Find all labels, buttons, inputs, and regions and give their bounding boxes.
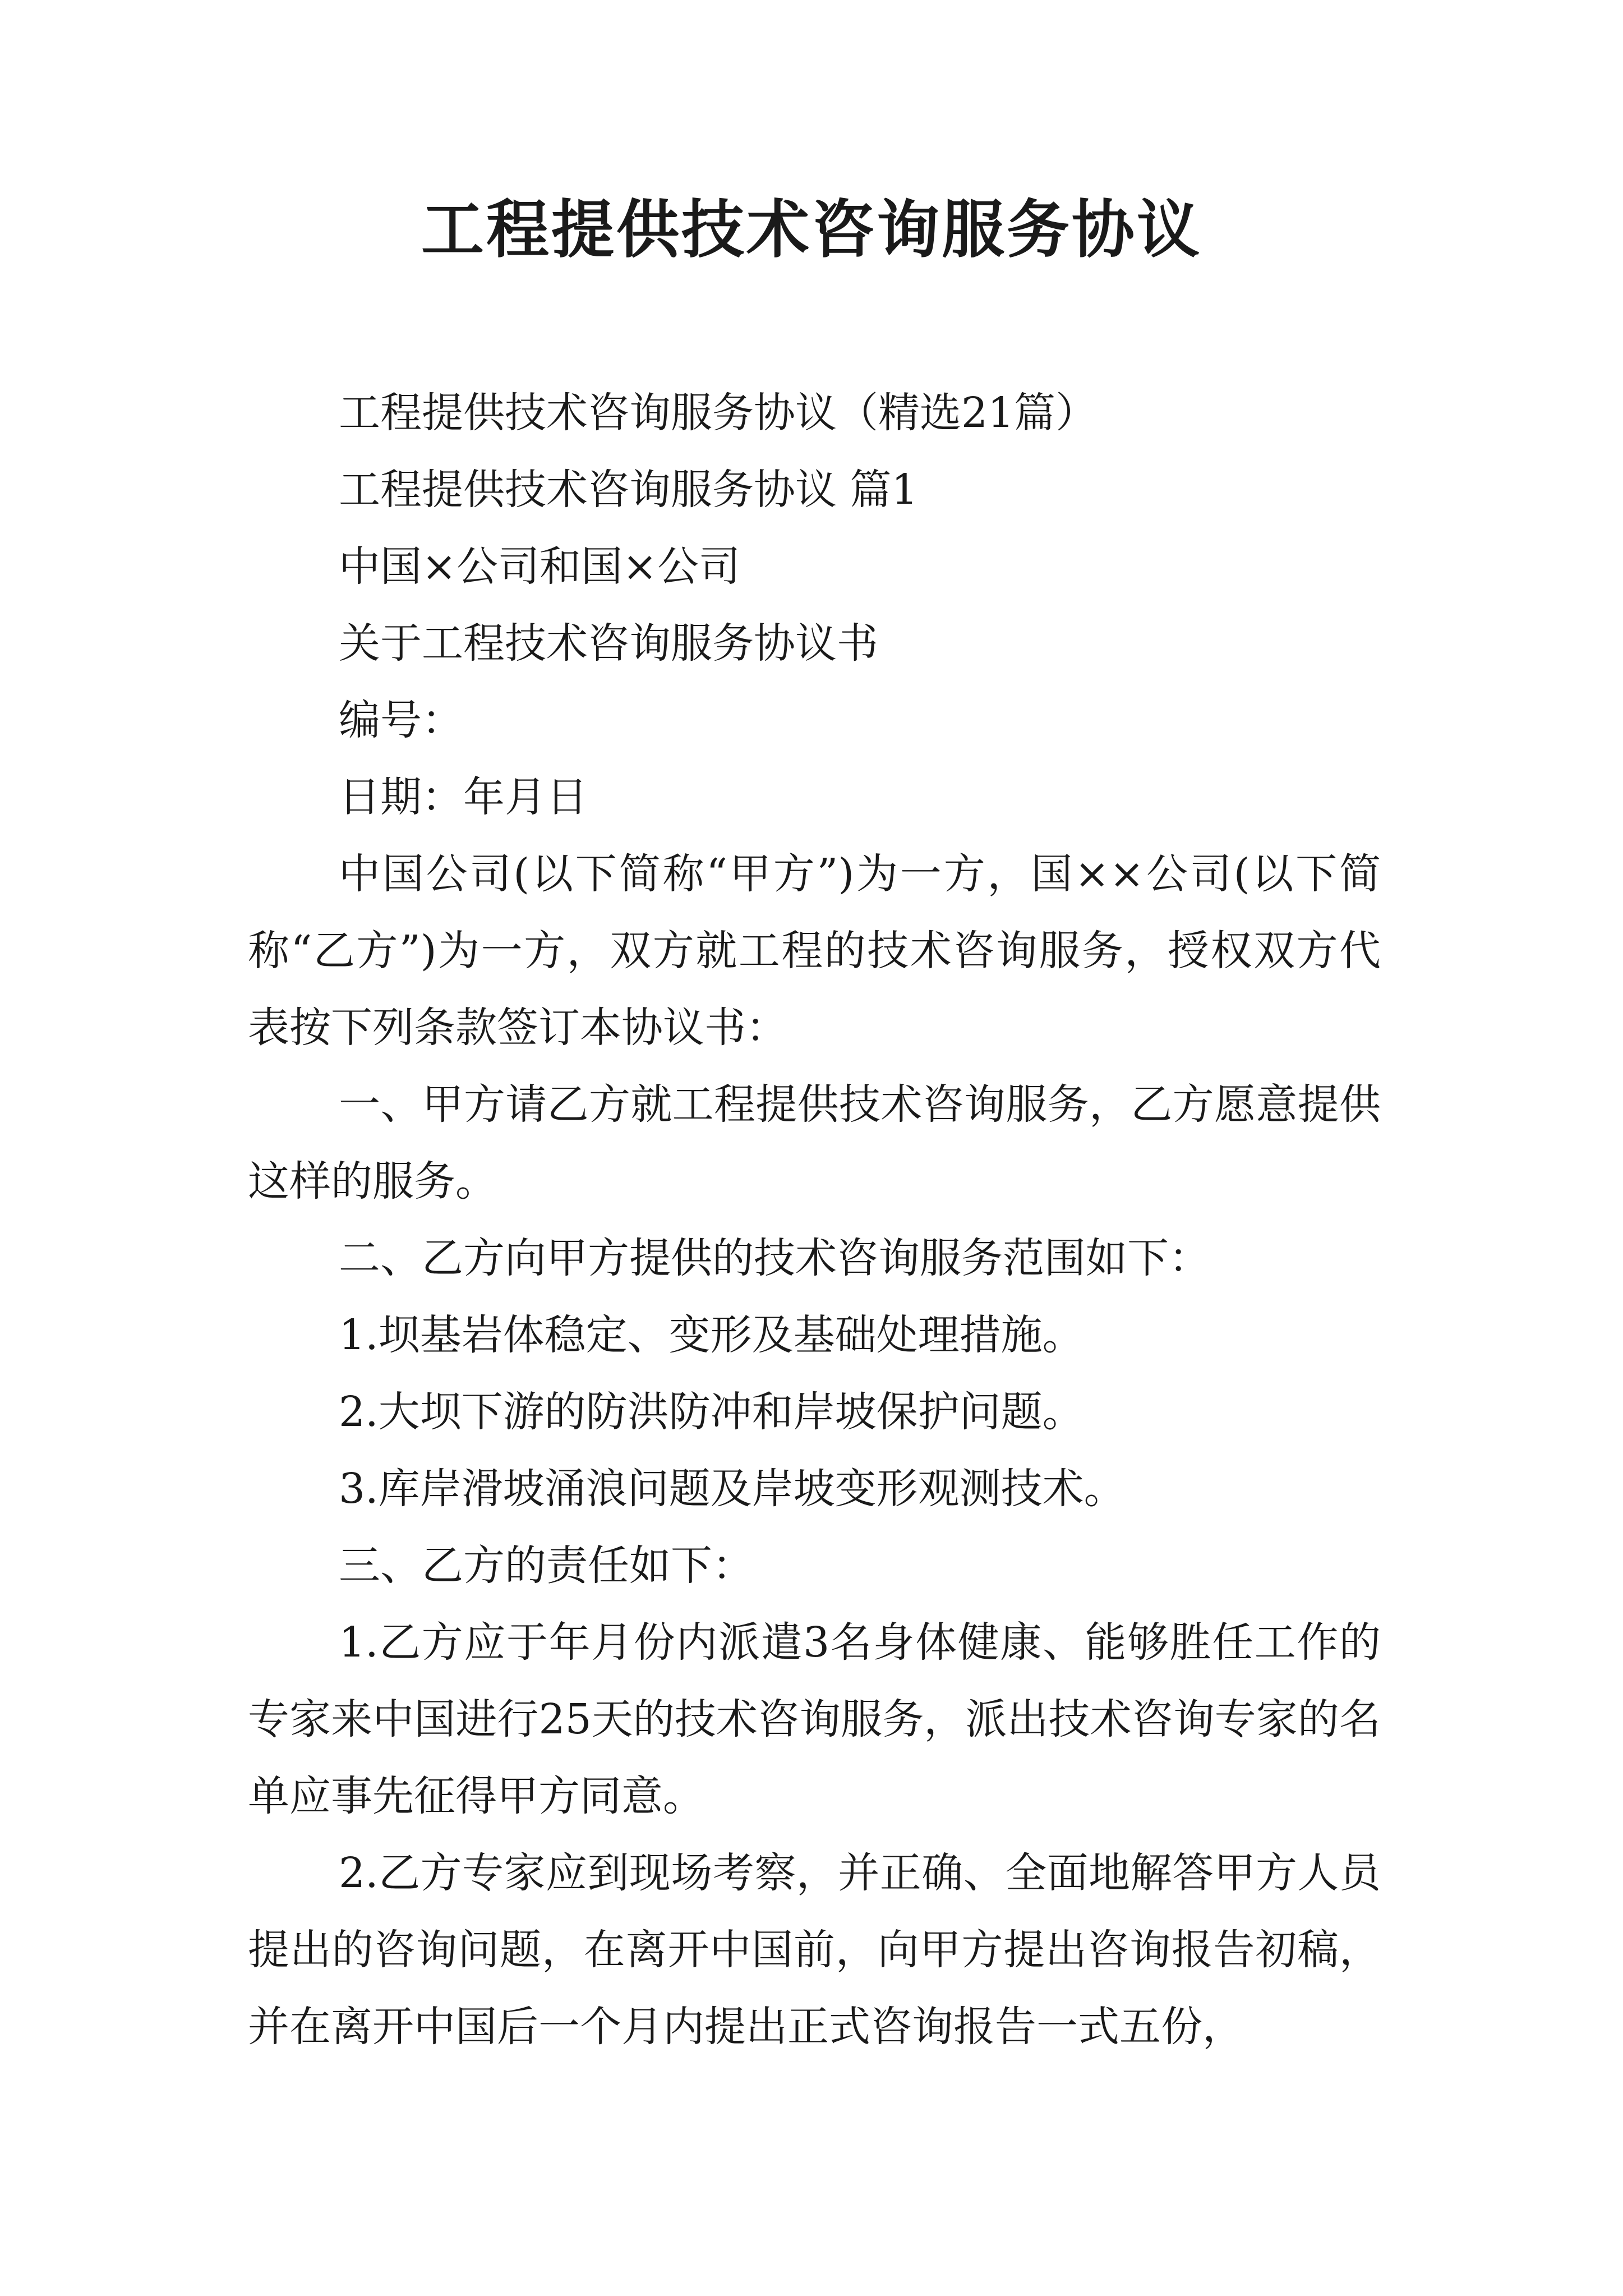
paragraph-clause-2-item-2: 2.大坝下游的防洪防冲和岸坡保护问题。 [339, 1388, 1084, 1436]
paragraph-clause-3: 三、乙方的责任如下： [339, 1542, 754, 1590]
document-body [248, 375, 1381, 2065]
paragraph-preamble: 中国公司(以下简称“甲方”)为一方，国××公司(以下简称“乙方”)为一方，双方就工程的技术咨询服务，授权双方代表按下列条款签订本协议书： [248, 850, 1381, 1052]
paragraph-clause-2-item-1: 1.坝基岩体稳定、变形及基础处理措施。 [339, 1311, 1084, 1359]
paragraph-clause-2: 二、乙方向甲方提供的技术咨询服务范围如下： [339, 1234, 1210, 1282]
paragraph-collection-heading: 工程提供技术咨询服务协议（精选21篇） [339, 389, 1098, 437]
paragraph-clause-1: 一、甲方请乙方就工程提供技术咨询服务，乙方愿意提供这样的服务。 [248, 1080, 1381, 1205]
paragraph-agreement-name: 关于工程技术咨询服务协议书 [339, 619, 878, 668]
paragraph-parties: 中国×公司和国×公司 [339, 542, 741, 591]
paragraph-article-heading: 工程提供技术咨询服务协议 篇1 [339, 466, 918, 514]
paragraph-clause-2-item-3: 3.库岸滑坡涌浪问题及岸坡变形观测技术。 [339, 1465, 1126, 1513]
paragraph-clause-3-item-1: 1.乙方应于年月份内派遣3名身体健康、能够胜任工作的专家来中国进行25天的技术咨询服务，派出技术咨询专家的名单应事先征得甲方同意。 [248, 1618, 1381, 1820]
paragraph-date-field: 日期：年月日 [339, 773, 588, 821]
paragraph-number-field: 编号： [339, 696, 463, 744]
document-title: 工程提供技术咨询服务协议 [421, 194, 1202, 266]
paragraph-clause-3-item-2: 2.乙方专家应到现场考察，并正确、全面地解答甲方人员提出的咨询问题，在离开中国前，向甲方提出咨询报告初稿，并在离开中国后一个月内提出正式咨询报告一式五份， [248, 1849, 1381, 2051]
